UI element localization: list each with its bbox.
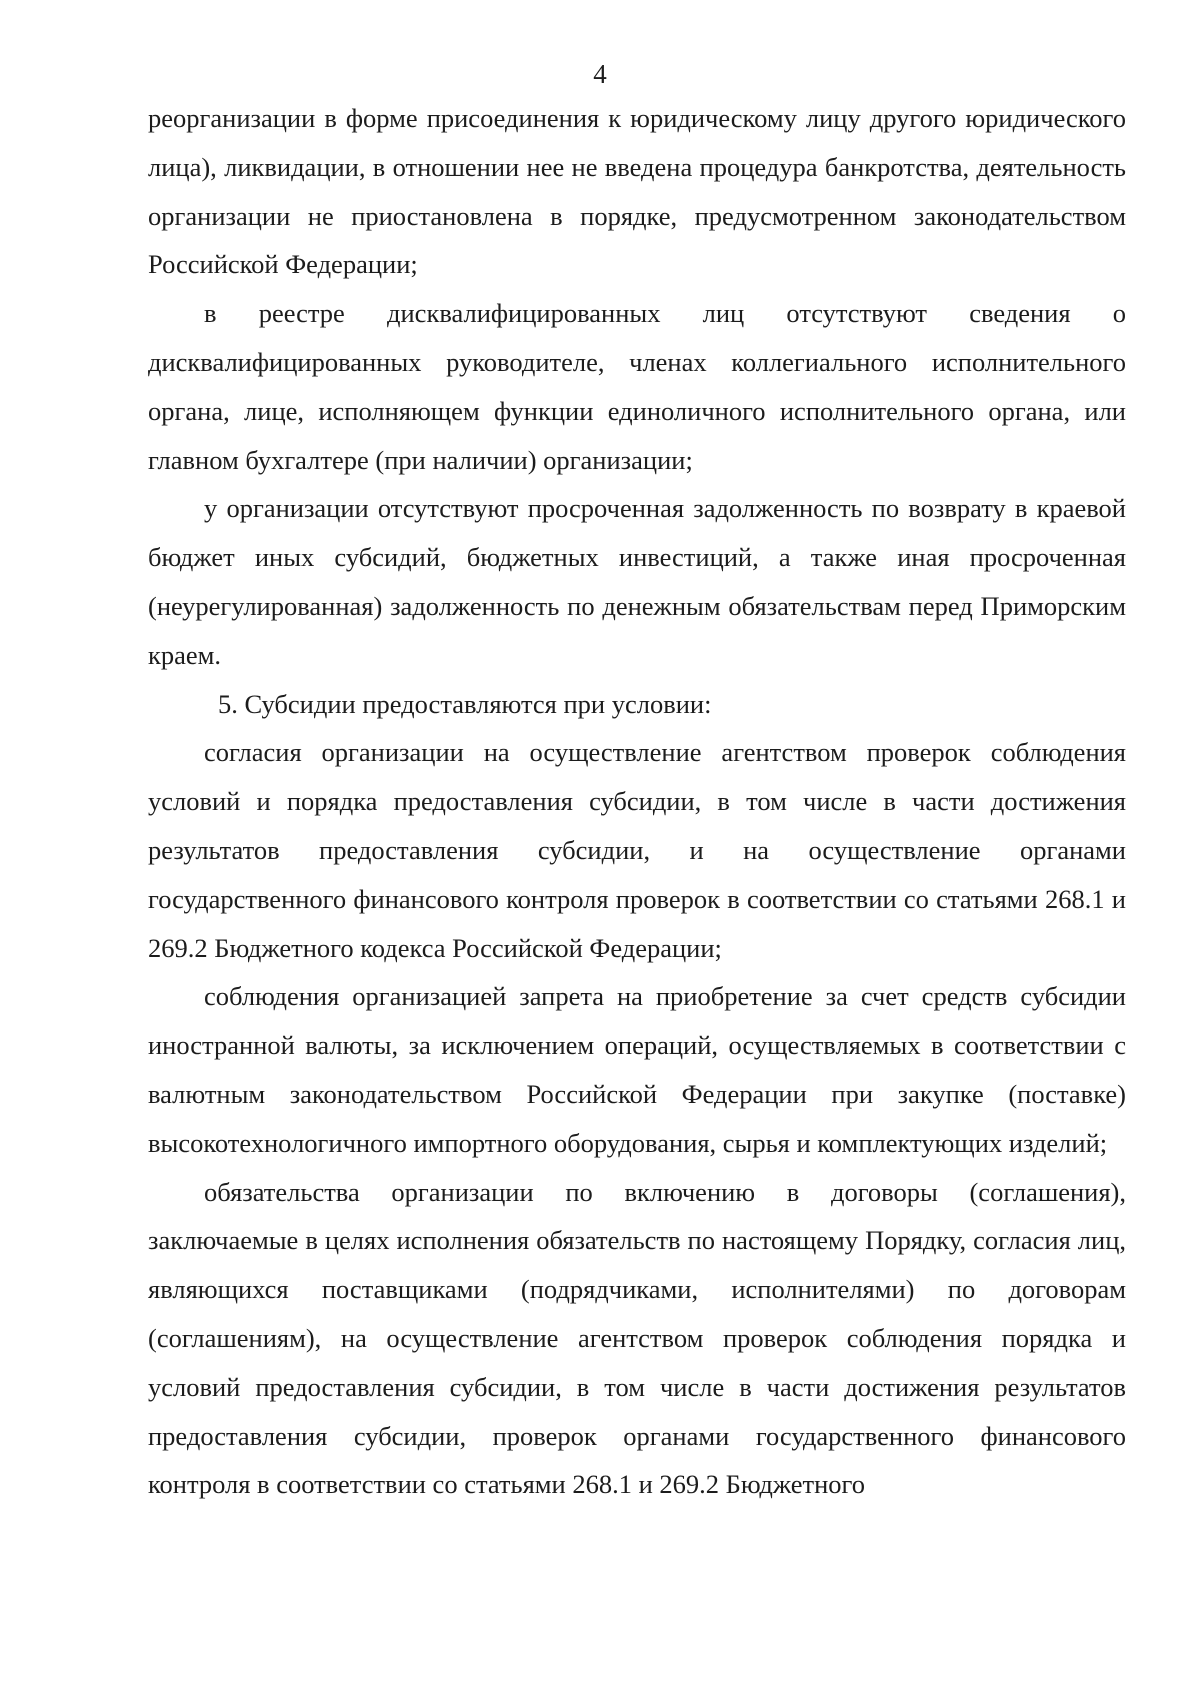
- document-body: [148, 94, 1126, 1509]
- paragraph-inspection-consent: согласия организации на осуществление агентством проверок соблюдения условий и порядка предоставления субсидии, в том числе в части достижения результатов предоставления субсидии, и на осуществление органами государственного финансового контроля проверок в соответствии со статьями 268.1 и 269.2 Бюджетного кодекса Российской Федерации;: [148, 737, 1126, 963]
- paragraph-reorganization-clause: реорганизации в форме присоединения к юридическому лицу другого юридического лица), ликвидации, в отношении нее не введена процедура банкротства, деятельность организации не приостановлена в порядке, предусмотренном законодательством Российской Федерации;: [148, 103, 1126, 280]
- paragraph-section-5-heading: 5. Субсидии предоставляются при условии:: [218, 688, 712, 719]
- paragraph-contract-obligation: обязательства организации по включению в договоры (соглашения), заключаемые в целях исполнения обязательств по настоящему Порядку, согласия лиц, являющихся поставщиками (подрядчиками, исполнителями) по договорам (соглашениям), на осуществление агентством проверок соблюдения порядка и условий предоставления субсидии, в том числе в части достижения результатов предоставления субсидии, проверок органами государственного финансового контроля в соответствии со статьями 268.1 и 269.2 Бюджетного: [148, 1176, 1126, 1500]
- paragraph-overdue-debt: у организации отсутствуют просроченная задолженность по возврату в краевой бюджет иных субсидий, бюджетных инвестиций, а также иная просроченная (неурегулированная) задолженность по денежным обязательствам перед Приморским краем.: [148, 493, 1126, 670]
- page-number: 4: [593, 59, 607, 89]
- paragraph-disqualified-persons: в реестре дисквалифицированных лиц отсутствуют сведения о дисквалифицированных руководителе, членах коллегиального исполнительного органа, лице, исполняющем функции единоличного исполнительного органа, или главном бухгалтере (при наличии) организации;: [148, 298, 1126, 475]
- paragraph-currency-ban: соблюдения организацией запрета на приобретение за счет средств субсидии иностранной валюты, за исключением операций, осуществляемых в соответствии с валютным законодательством Российской Федерации при закупке (поставке) высокотехнологичного импортного оборудования, сырья и комплектующих изделий;: [148, 981, 1126, 1158]
